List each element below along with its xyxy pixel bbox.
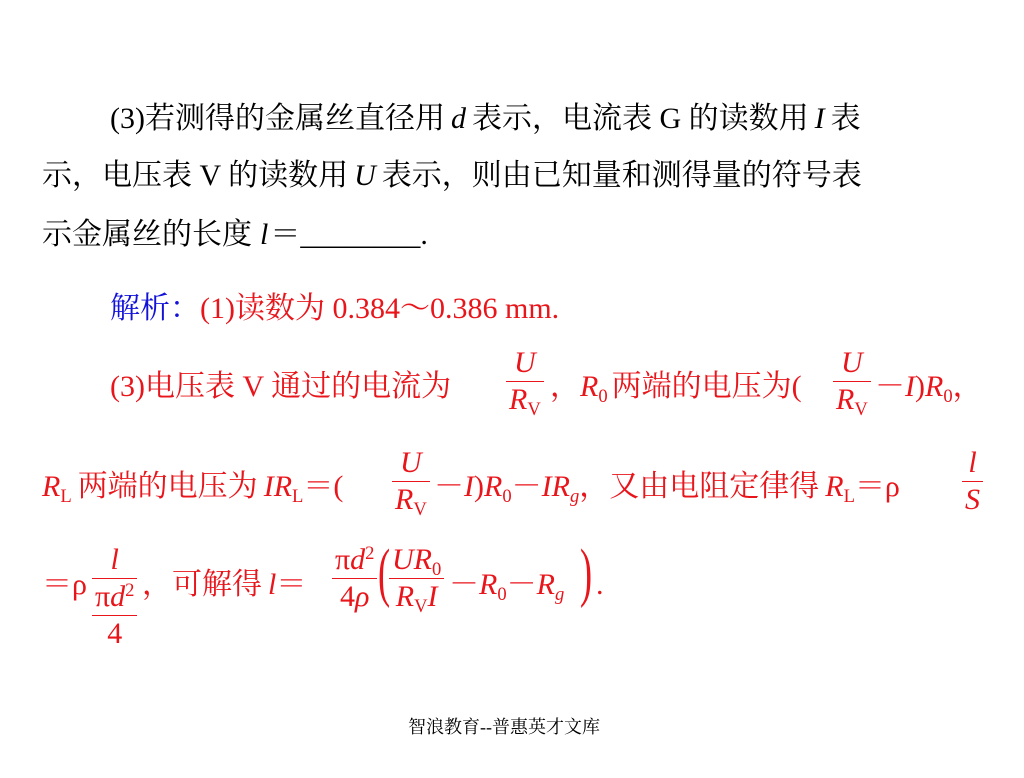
right-paren: ): [580, 536, 593, 609]
left-paren: (: [378, 536, 391, 609]
solution-line-3-text-a: $R_L$ 两端的电压为 $IR_L=$(: [42, 470, 344, 507]
question-line-3: 示金属丝的长度 l＝________.: [42, 218, 428, 251]
solution-line-4-text-b: ，可解得 l＝: [142, 568, 307, 601]
fraction-u-over-rv-2: U $R_V$: [833, 348, 871, 415]
solution-line-2-text-a: (3)电压表 V 通过的电流为: [110, 370, 452, 403]
fraction-ur0-over-rvi: $UR_0$ $R_VI$: [389, 545, 444, 612]
fraction-pid2-over-4rho: $\pi d^2$ 4ρ: [332, 545, 377, 612]
solution-line-2-text-c: $-I)R_0$，: [875, 370, 983, 407]
var-d: d: [450, 102, 466, 135]
solution-line-4-text-c: $-R_0-R_g$: [449, 568, 565, 605]
solution-line-2-text-b: ，$R_0$ 两端的电压为(: [550, 370, 802, 407]
solution-line-4-text-a: ＝ρ: [42, 568, 87, 601]
question-line-2: 示，电压表 V 的读数用 U 表示，则由已知量和测得量的符号表: [42, 159, 862, 192]
solution-line-3-text-b: $-I)R_0-IR_g$，又由电阻定律得 $R_L=\rho$: [434, 470, 900, 507]
var-u: U: [354, 159, 376, 192]
var-i: I: [814, 102, 825, 135]
fraction-l-over-s: l S: [962, 448, 983, 515]
footer-text: 智浪教育--普惠英才文库: [408, 717, 600, 737]
solution-label: 解析：: [110, 292, 200, 325]
solution-part-1: 解析：(1)读数为 0.384～0.386 mm.: [110, 292, 560, 325]
fraction-u-over-rv-3: U $R_V$: [392, 448, 430, 515]
fraction-l-over-pid2-over-4: l $\pi d^2$ 4: [92, 545, 137, 649]
question-line-1: (3)若测得的金属丝直径用 d 表示，电流表 G 的读数用 I 表: [110, 102, 861, 135]
solution-line-4-period: .: [596, 568, 604, 601]
var-l: l: [260, 218, 269, 251]
fraction-u-over-rv: U $R_V$: [506, 348, 544, 415]
